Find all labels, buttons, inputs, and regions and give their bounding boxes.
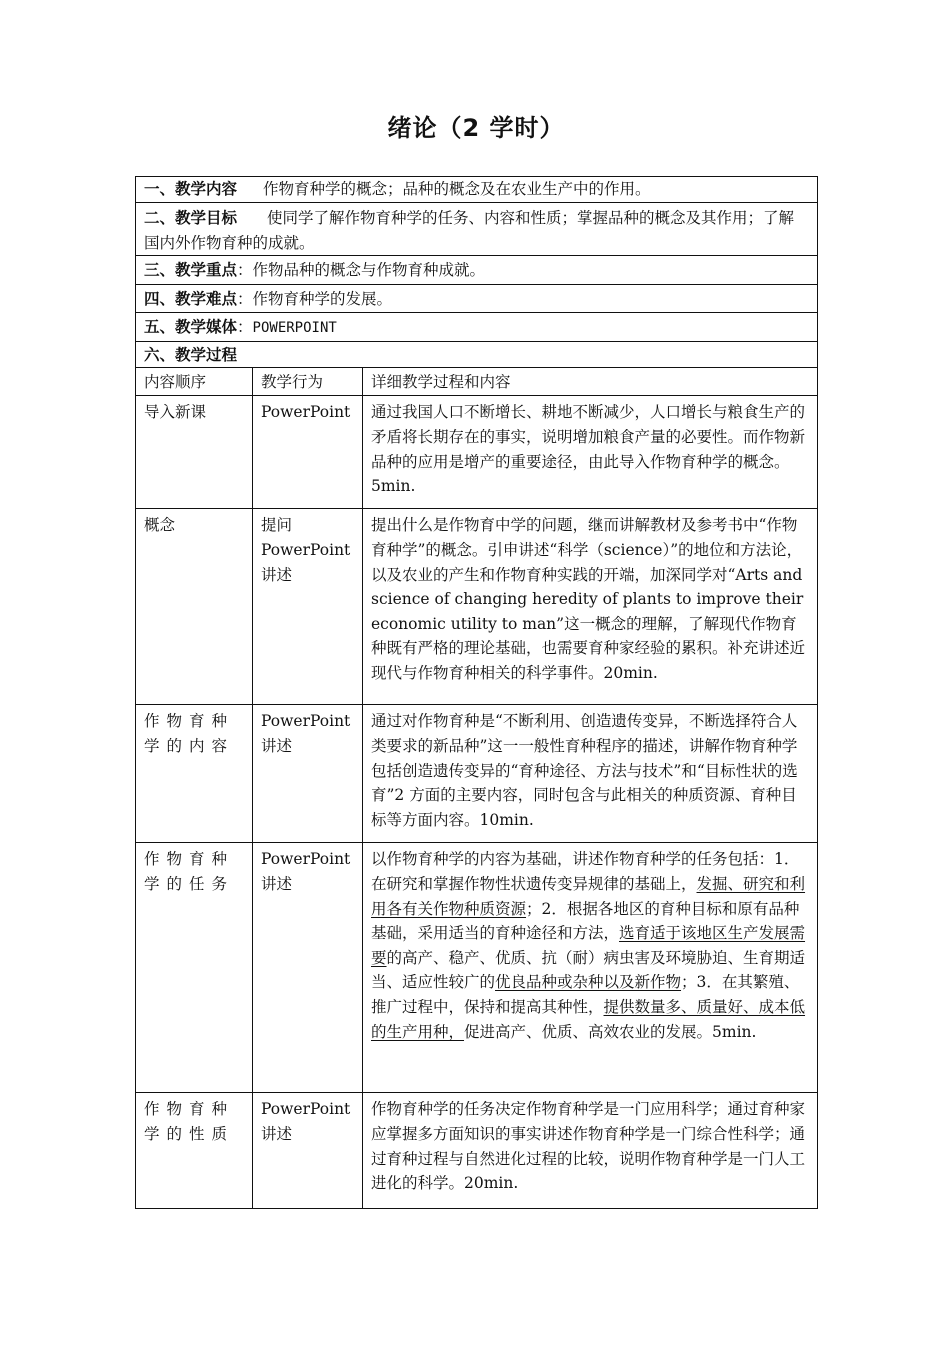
section-text: 作物育种学的概念；品种的概念及在农业生产中的作用。	[263, 180, 651, 198]
action-item: 讲述	[261, 874, 293, 893]
action-item: PowerPoint	[261, 403, 351, 422]
row-order: 概念	[136, 509, 253, 705]
table-row	[136, 509, 818, 705]
table-row	[136, 705, 818, 843]
section-teaching-content	[136, 177, 818, 203]
section-heading: 一、教学内容	[144, 180, 238, 198]
row-order: 作物育种学的任务	[136, 843, 253, 1093]
page-title: 绪论（2 学时）	[387, 114, 565, 142]
section-heading: 六、教学过程	[144, 345, 238, 364]
row-detail	[363, 843, 818, 1093]
section-text: 作物品种的概念与作物育种成就。	[252, 261, 486, 280]
table-row	[136, 1093, 818, 1209]
row-actions	[253, 1093, 363, 1209]
section-heading: 三、教学重点	[144, 261, 238, 280]
section-key-points: 三、教学重点：作物品种的概念与作物育种成就。	[136, 256, 818, 285]
section-teaching-goals	[136, 203, 818, 256]
table-row	[136, 843, 818, 1093]
row-detail: 作物育种学的任务决定作物育种学是一门应用科学；通过育种家应掌握多方面知识的事实讲述作物育种学是一门综合性科学；通过育种过程与自然进化过程的比较，说明作物育种学是一门人工进化的科学。20min.	[363, 1093, 818, 1209]
action-item: 提问	[261, 516, 293, 535]
row-order: 作物育种学的性质	[136, 1093, 253, 1209]
underlined-text: 提供数量多、质量好、成本低的生产用种，	[371, 997, 806, 1041]
action-item: PowerPoint	[261, 540, 351, 559]
row-detail: 通过我国人口不断增长、耕地不断减少，人口增长与粮食生产的矛盾将长期存在的事实，说明增加粮食产量的必要性。而作物新品种的应用是增产的重要途径，由此导入作物育种学的概念。5min.	[363, 396, 818, 509]
section-teaching-media: 五、教学媒体：POWERPOINT	[136, 313, 818, 342]
row-order: 导入新课	[136, 396, 253, 509]
section-difficult-points: 四、教学难点：作物育种学的发展。	[136, 285, 818, 313]
section-text: POWERPOINT	[252, 320, 337, 337]
table-header-row	[136, 368, 818, 396]
section-teaching-process	[136, 341, 818, 368]
detail-text: ；3．在其繁殖、推广过程中，保持和提高其种性，	[371, 973, 800, 1016]
section-heading: 五、教学媒体	[144, 318, 238, 337]
action-item: PowerPoint	[261, 850, 351, 869]
column-header: 详细教学过程和内容	[363, 368, 818, 396]
row-actions	[253, 509, 363, 705]
section-heading: 二、教学目标	[144, 209, 238, 227]
row-actions	[253, 843, 363, 1093]
detail-text: 的高产、稳产、优质、抗（耐）病虫害及环境胁迫、生育期适当、适应性较广的	[371, 948, 806, 992]
section-text: 作物育种学的发展。	[252, 290, 393, 309]
action-item: PowerPoint	[261, 1100, 351, 1119]
lesson-plan-table	[135, 176, 818, 1209]
action-item: 讲述	[261, 565, 293, 584]
column-header: 教学行为	[253, 368, 363, 396]
row-order: 作物育种学的内容	[136, 705, 253, 843]
column-header: 内容顺序	[136, 368, 253, 396]
underlined-text: 优良品种或杂种以及新作物	[495, 973, 682, 992]
underlined-text: 选育适于该地区生产发展需要	[371, 924, 806, 967]
section-heading: 四、教学难点	[144, 290, 238, 309]
action-item: 讲述	[261, 736, 293, 755]
row-detail: 提出什么是作物育中学的问题，继而讲解教材及参考书中“作物育种学”的概念。引申讲述“科学（science）”的地位和方法论，以及农业的产生和作物育种实践的开端，加深同学对“Arts and science of changing heredity of plants to improve their economic utility to man”这一概念的理解，了解现代作物育种既有严格的理论基础，也需要育种家经验的累积。补充讲述近现代与作物育种相关的科学事件。20min.	[363, 509, 818, 705]
detail-text: ；2．根据各地区的育种目标和原有品种基础，采用适当的育种途径和方法，	[371, 899, 800, 943]
detail-text: 促进高产、优质、高效农业的发展。5min.	[464, 1022, 757, 1041]
action-item: PowerPoint	[261, 712, 351, 731]
row-actions	[253, 705, 363, 843]
table-row	[136, 396, 818, 509]
action-item: 讲述	[261, 1124, 293, 1143]
section-text: 使同学了解作物育种学的任务、内容和性质；掌握品种的概念及其作用；了解国内外作物育种的成就。	[144, 209, 795, 252]
row-detail: 通过对作物育种是“不断利用、创造遗传变异，不断选择符合人类要求的新品种”这一一般性育种程序的描述，讲解作物育种学包括创造遗传变异的“育种途径、方法与技术”和“目标性状的选育”2 方面的主要内容，同时包含与此相关的种质资源、育种目标等方面内容。10min.	[363, 705, 818, 843]
underlined-text: 发掘、研究和利用各有关作物种质资源	[371, 874, 806, 918]
row-actions	[253, 396, 363, 509]
detail-text: 以作物育种学的内容为基础，讲述作物育种学的任务包括：1．在研究和掌握作物性状遗传变异规律的基础上，	[371, 850, 800, 893]
